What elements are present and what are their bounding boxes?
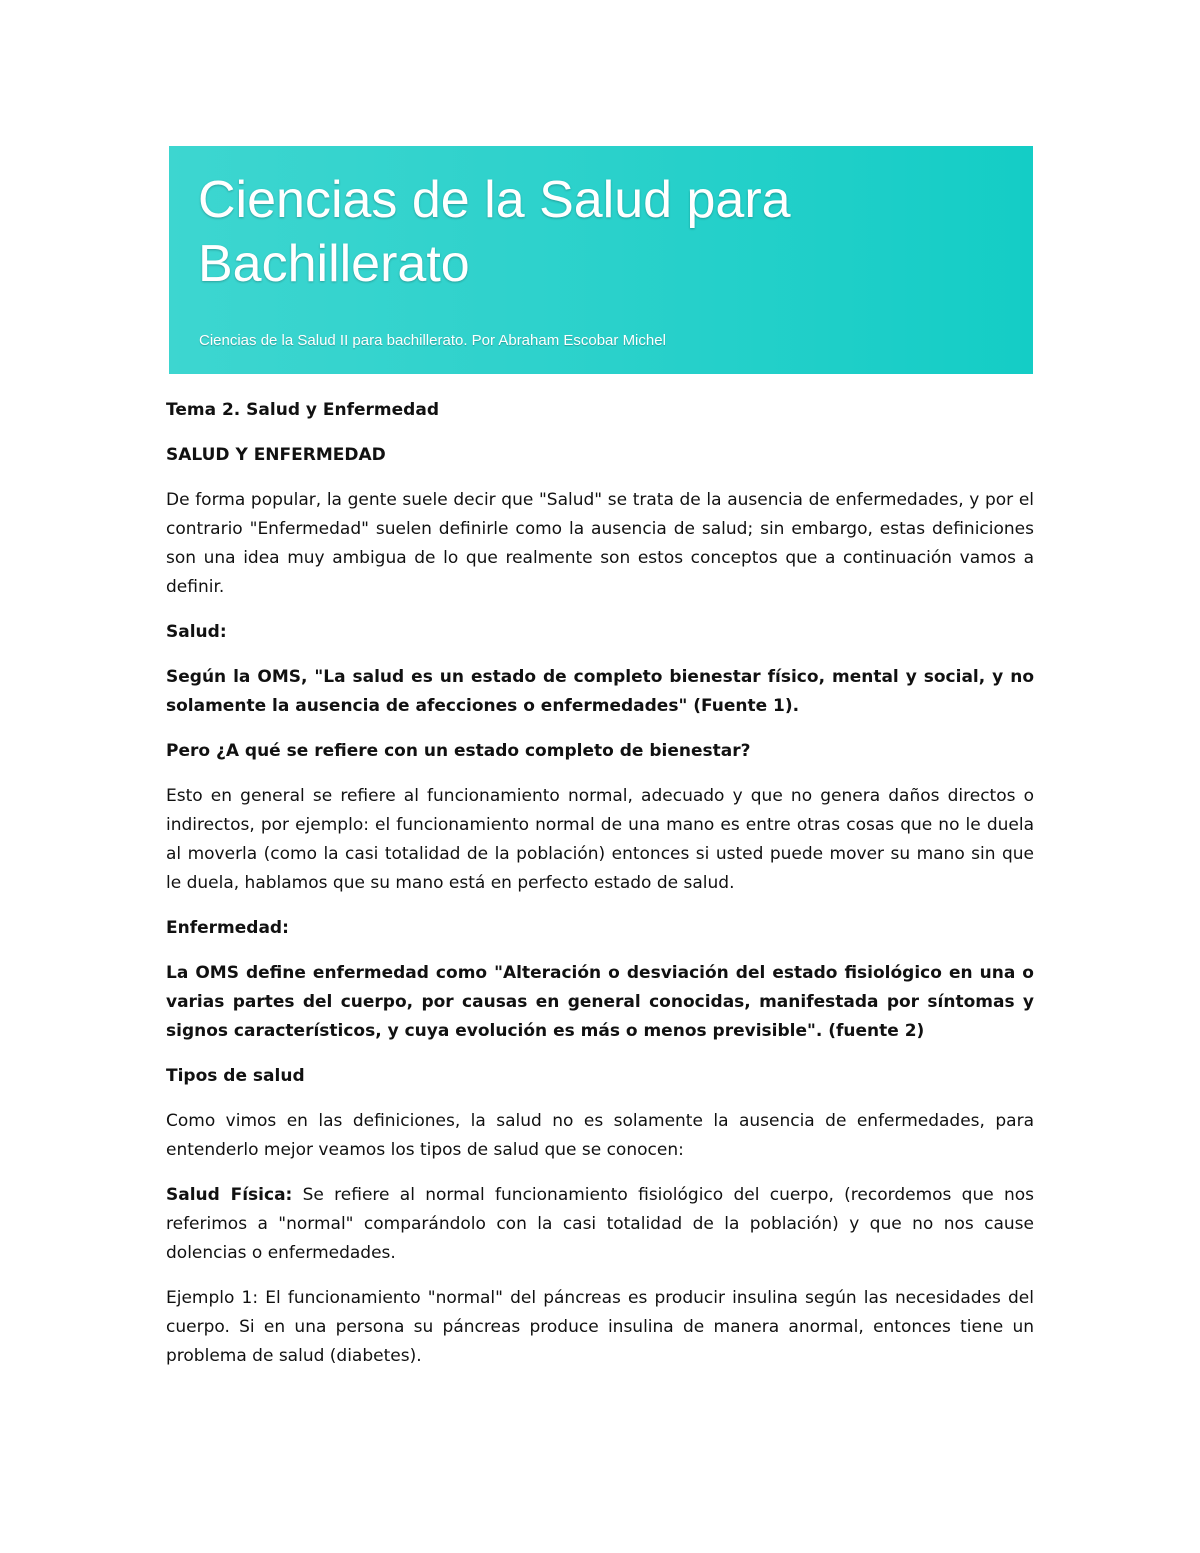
document-body bbox=[166, 396, 1034, 1387]
salud-fisica-paragraph bbox=[166, 1181, 1034, 1268]
banner-subtitle: Ciencias de la Salud II para bachillerato. Por Abraham Escobar Michel bbox=[199, 332, 666, 349]
question-heading: Pero ¿A qué se refiere con un estado completo de bienestar? bbox=[166, 741, 751, 761]
enfermedad-heading: Enfermedad: bbox=[166, 918, 289, 938]
tipos-heading: Tipos de salud bbox=[166, 1066, 305, 1086]
salud-fisica-text: Se refiere al normal funcionamiento fisiológico del cuerpo, (recordemos que nos referimos a "normal" comparándolo con la casi totalidad de la población) y que no nos cause dolencias o enfermedades. bbox=[166, 1185, 1035, 1263]
salud-fisica-label: Salud Física: bbox=[166, 1185, 293, 1205]
salud-definition: Según la OMS, "La salud es un estado de completo bienestar físico, mental y social, y no solamente la ausencia de afecciones o enfermedades" (Fuente 1). bbox=[166, 667, 1034, 716]
salud-heading: Salud: bbox=[166, 622, 227, 642]
header-banner bbox=[169, 146, 1033, 374]
section-heading: SALUD Y ENFERMEDAD bbox=[166, 445, 386, 465]
answer-paragraph: Esto en general se refiere al funcionamiento normal, adecuado y que no genera daños directos o indirectos, por ejemplo: el funcionamiento normal de una mano es entre otras cosas que no le duela al moverla (como la casi totalidad de la población) entonces si usted puede mover su mano sin que le duela, hablamos que su mano está en perfecto estado de salud. bbox=[166, 786, 1034, 893]
enfermedad-definition: La OMS define enfermedad como "Alteración o desviación del estado fisiológico en una o varias partes del cuerpo, por causas en general conocidas, manifestada por síntomas y signos característicos, y cuya evolución es más o menos previsible". (fuente 2) bbox=[166, 963, 1034, 1041]
tipos-intro: Como vimos en las definiciones, la salud no es solamente la ausencia de enfermedades, para entenderlo mejor veamos los tipos de salud que se conocen: bbox=[166, 1111, 1034, 1160]
example-paragraph: Ejemplo 1: El funcionamiento "normal" del páncreas es producir insulina según las necesidades del cuerpo. Si en una persona su páncreas produce insulina de manera anormal, entonces tiene un problema de salud (diabetes). bbox=[166, 1288, 1034, 1366]
topic-title: Tema 2. Salud y Enfermedad bbox=[166, 400, 439, 420]
intro-paragraph: De forma popular, la gente suele decir que "Salud" se trata de la ausencia de enfermedades, y por el contrario "Enfermedad" suelen definirle como la ausencia de salud; sin embargo, estas definiciones son una idea muy ambigua de lo que realmente son estos conceptos que a continuación vamos a definir. bbox=[166, 490, 1034, 597]
banner-title: Ciencias de la Salud para Bachillerato bbox=[198, 171, 791, 293]
